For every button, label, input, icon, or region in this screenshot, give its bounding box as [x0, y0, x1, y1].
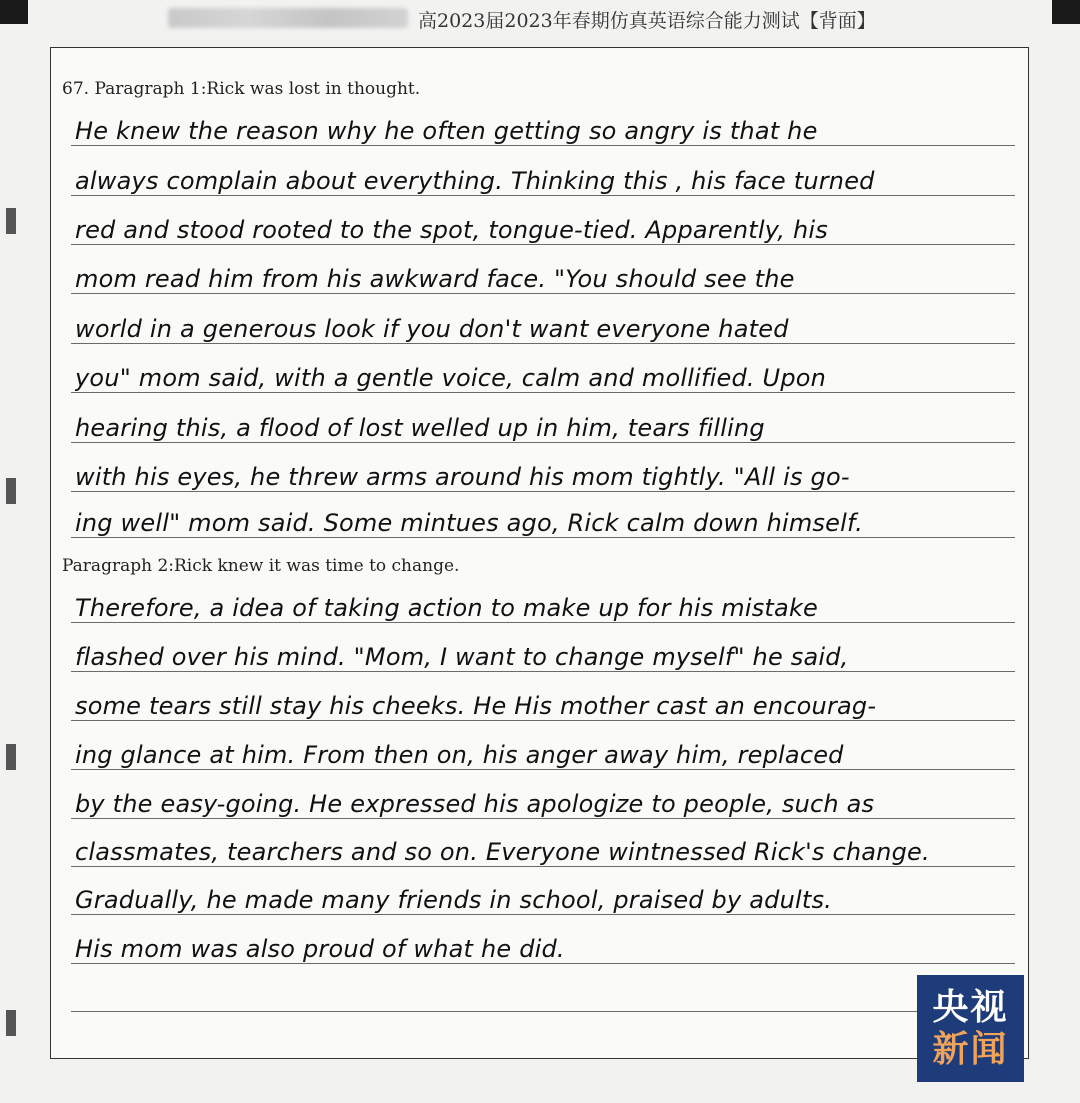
ruled-line	[71, 622, 1015, 623]
side-timing-mark	[6, 208, 16, 234]
handwritten-line: He knew the reason why he often getting so angry is that he	[75, 117, 818, 145]
side-timing-mark	[6, 744, 16, 770]
paragraph2-prompt: Paragraph 2:Rick knew it was time to change.	[62, 556, 460, 576]
handwritten-line: His mom was also proud of what he did.	[75, 935, 565, 963]
ruled-line	[71, 145, 1015, 146]
handwritten-line: by the easy-going. He expressed his apologize to people, such as	[75, 790, 875, 818]
handwritten-line: always complain about everything. Thinking this , his face turned	[75, 167, 875, 195]
handwritten-line: with his eyes, he threw arms around his mom tightly. "All is go-	[75, 463, 850, 491]
side-timing-mark	[6, 478, 16, 504]
corner-registration-mark	[1052, 0, 1080, 24]
handwritten-line: world in a generous look if you don't want everyone hated	[75, 315, 789, 343]
answer-box	[50, 47, 1029, 1059]
ruled-line	[71, 442, 1015, 443]
ruled-line	[71, 195, 1015, 196]
ruled-line	[71, 963, 1015, 964]
handwritten-line: ing well" mom said. Some mintues ago, Rick calm down himself.	[75, 509, 864, 537]
ruled-line	[71, 293, 1015, 294]
handwritten-line: some tears still stay his cheeks. He His mother cast an encourag-	[75, 692, 877, 720]
handwritten-line: red and stood rooted to the spot, tongue-tied. Apparently, his	[75, 216, 828, 244]
corner-registration-mark	[0, 0, 28, 24]
ruled-line	[71, 818, 1015, 819]
handwritten-line: hearing this, a flood of lost welled up in him, tears filling	[75, 414, 765, 442]
handwritten-line: ing glance at him. From then on, his anger away him, replaced	[75, 741, 844, 769]
cctv-news-watermark-logo	[917, 975, 1024, 1082]
ruled-line	[71, 914, 1015, 915]
page-header	[0, 0, 1080, 40]
ruled-line	[71, 343, 1015, 344]
exam-title: 高2023届2023年春期仿真英语综合能力测试【背面】	[418, 10, 876, 32]
handwritten-line: mom read him from his awkward face. "You should see the	[75, 265, 795, 293]
ruled-line	[71, 1011, 1015, 1012]
ruled-line	[71, 537, 1015, 538]
logo-text-bottom: 新闻	[932, 1028, 1009, 1070]
ruled-line	[71, 769, 1015, 770]
ruled-line	[71, 671, 1015, 672]
handwritten-line: Gradually, he made many friends in school, praised by adults.	[75, 886, 832, 914]
ruled-line	[71, 244, 1015, 245]
ruled-line	[71, 491, 1015, 492]
handwritten-line: classmates, tearchers and so on. Everyone wintnessed Rick's change.	[75, 838, 930, 866]
ruled-line	[71, 392, 1015, 393]
handwritten-line: Therefore, a idea of taking action to make up for his mistake	[75, 594, 819, 622]
side-timing-mark	[6, 1010, 16, 1036]
redacted-school-name	[168, 8, 408, 28]
handwritten-line: flashed over his mind. "Mom, I want to change myself" he said,	[75, 643, 849, 671]
paragraph1-prompt: 67. Paragraph 1:Rick was lost in thought.	[62, 79, 421, 99]
ruled-line	[71, 720, 1015, 721]
handwritten-line: you" mom said, with a gentle voice, calm and mollified. Upon	[75, 364, 827, 392]
ruled-line	[71, 866, 1015, 867]
logo-text-top: 央视	[932, 986, 1009, 1028]
